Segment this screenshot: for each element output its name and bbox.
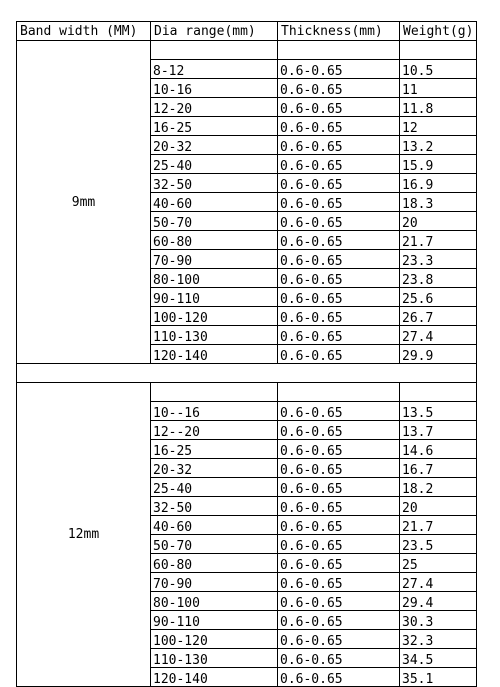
thickness-cell: 0.6-0.65: [278, 554, 400, 573]
dia-range-cell: 110-130: [151, 326, 278, 345]
dia-range-cell: 40-60: [151, 516, 278, 535]
dia-range-cell: 16-25: [151, 117, 278, 136]
spec-table: [16, 21, 477, 687]
empty-cell: [278, 383, 400, 402]
weight-cell: 13.2: [400, 136, 477, 155]
thickness-cell: 0.6-0.65: [278, 98, 400, 117]
dia-range-cell: 16-25: [151, 440, 278, 459]
weight-cell: 13.5: [400, 402, 477, 421]
weight-cell: 12: [400, 117, 477, 136]
weight-cell: 14.6: [400, 440, 477, 459]
thickness-cell: 0.6-0.65: [278, 307, 400, 326]
weight-cell: 27.4: [400, 573, 477, 592]
dia-range-cell: 12--20: [151, 421, 278, 440]
thickness-cell: 0.6-0.65: [278, 573, 400, 592]
dia-range-cell: 20-32: [151, 459, 278, 478]
band-width-cell: 12mm: [17, 383, 151, 687]
dia-range-cell: 32-50: [151, 497, 278, 516]
dia-range-cell: 25-40: [151, 155, 278, 174]
thickness-cell: 0.6-0.65: [278, 402, 400, 421]
thickness-cell: 0.6-0.65: [278, 611, 400, 630]
weight-cell: 23.8: [400, 269, 477, 288]
band-width-cell: 9mm: [17, 41, 151, 364]
dia-range-cell: 20-32: [151, 136, 278, 155]
separator-cell: [17, 364, 477, 383]
weight-cell: 29.9: [400, 345, 477, 364]
empty-cell: [278, 41, 400, 60]
thickness-cell: 0.6-0.65: [278, 592, 400, 611]
weight-cell: 18.3: [400, 193, 477, 212]
weight-cell: 30.3: [400, 611, 477, 630]
weight-cell: 16.7: [400, 459, 477, 478]
thickness-cell: 0.6-0.65: [278, 345, 400, 364]
thickness-cell: 0.6-0.65: [278, 440, 400, 459]
weight-cell: 20: [400, 212, 477, 231]
dia-range-cell: 8-12: [151, 60, 278, 79]
weight-cell: 27.4: [400, 326, 477, 345]
thickness-cell: 0.6-0.65: [278, 212, 400, 231]
thickness-cell: 0.6-0.65: [278, 174, 400, 193]
thickness-cell: 0.6-0.65: [278, 231, 400, 250]
spacer-row: [17, 41, 477, 60]
thickness-cell: 0.6-0.65: [278, 155, 400, 174]
dia-range-cell: 12-20: [151, 98, 278, 117]
thickness-cell: 0.6-0.65: [278, 117, 400, 136]
empty-cell: [400, 383, 477, 402]
thickness-cell: 0.6-0.65: [278, 136, 400, 155]
empty-cell: [151, 383, 278, 402]
weight-cell: 32.3: [400, 630, 477, 649]
thickness-cell: 0.6-0.65: [278, 630, 400, 649]
weight-cell: 20: [400, 497, 477, 516]
group-separator-row: [17, 364, 477, 383]
weight-cell: 35.1: [400, 668, 477, 687]
thickness-cell: 0.6-0.65: [278, 459, 400, 478]
dia-range-cell: 10-16: [151, 79, 278, 98]
weight-cell: 23.3: [400, 250, 477, 269]
thickness-cell: 0.6-0.65: [278, 497, 400, 516]
thickness-cell: 0.6-0.65: [278, 516, 400, 535]
dia-range-cell: 50-70: [151, 212, 278, 231]
thickness-cell: 0.6-0.65: [278, 250, 400, 269]
dia-range-cell: 120-140: [151, 668, 278, 687]
weight-cell: 23.5: [400, 535, 477, 554]
empty-cell: [400, 41, 477, 60]
empty-cell: [151, 41, 278, 60]
weight-cell: 25: [400, 554, 477, 573]
dia-range-cell: 80-100: [151, 592, 278, 611]
weight-cell: 18.2: [400, 478, 477, 497]
thickness-cell: 0.6-0.65: [278, 421, 400, 440]
spacer-row: [17, 383, 477, 402]
weight-cell: 34.5: [400, 649, 477, 668]
thickness-cell: 0.6-0.65: [278, 535, 400, 554]
thickness-cell: 0.6-0.65: [278, 269, 400, 288]
dia-range-cell: 100-120: [151, 630, 278, 649]
weight-cell: 11: [400, 79, 477, 98]
dia-range-cell: 70-90: [151, 250, 278, 269]
dia-range-cell: 25-40: [151, 478, 278, 497]
thickness-cell: 0.6-0.65: [278, 478, 400, 497]
header-dia-range: Dia range(mm): [151, 22, 278, 41]
dia-range-cell: 40-60: [151, 193, 278, 212]
thickness-cell: 0.6-0.65: [278, 326, 400, 345]
thickness-cell: 0.6-0.65: [278, 79, 400, 98]
dia-range-cell: 110-130: [151, 649, 278, 668]
dia-range-cell: 90-110: [151, 288, 278, 307]
weight-cell: 26.7: [400, 307, 477, 326]
header-band-width: Band width (MM): [17, 22, 151, 41]
dia-range-cell: 80-100: [151, 269, 278, 288]
thickness-cell: 0.6-0.65: [278, 60, 400, 79]
weight-cell: 21.7: [400, 516, 477, 535]
dia-range-cell: 60-80: [151, 554, 278, 573]
dia-range-cell: 32-50: [151, 174, 278, 193]
weight-cell: 13.7: [400, 421, 477, 440]
dia-range-cell: 50-70: [151, 535, 278, 554]
dia-range-cell: 10--16: [151, 402, 278, 421]
dia-range-cell: 120-140: [151, 345, 278, 364]
weight-cell: 21.7: [400, 231, 477, 250]
thickness-cell: 0.6-0.65: [278, 288, 400, 307]
thickness-cell: 0.6-0.65: [278, 193, 400, 212]
weight-cell: 25.6: [400, 288, 477, 307]
weight-cell: 29.4: [400, 592, 477, 611]
dia-range-cell: 70-90: [151, 573, 278, 592]
dia-range-cell: 100-120: [151, 307, 278, 326]
header-thickness: Thickness(mm): [278, 22, 400, 41]
weight-cell: 15.9: [400, 155, 477, 174]
header-row: [17, 22, 477, 41]
dia-range-cell: 60-80: [151, 231, 278, 250]
thickness-cell: 0.6-0.65: [278, 668, 400, 687]
weight-cell: 10.5: [400, 60, 477, 79]
thickness-cell: 0.6-0.65: [278, 649, 400, 668]
weight-cell: 11.8: [400, 98, 477, 117]
weight-cell: 16.9: [400, 174, 477, 193]
header-weight: Weight(g): [400, 22, 477, 41]
dia-range-cell: 90-110: [151, 611, 278, 630]
